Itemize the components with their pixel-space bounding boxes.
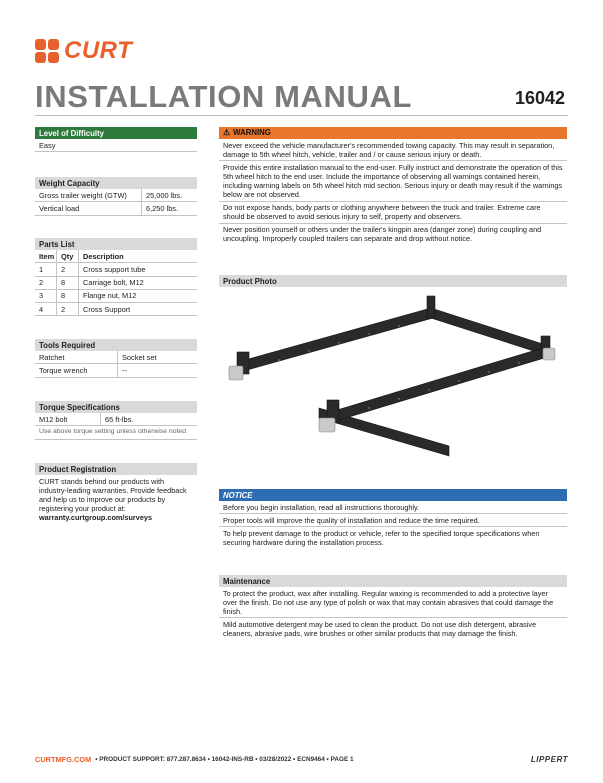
warning-triangle-icon: ⚠: [223, 128, 231, 137]
notice-heading: NOTICE: [219, 489, 567, 501]
maintenance-heading: Maintenance: [219, 575, 567, 587]
curt-logo-mark-icon: [35, 39, 61, 63]
torque-bolt-cell: M12 bolt: [35, 413, 101, 425]
maintenance-item: To protect the product, wax after installing. Regular waxing is recommended to add a protective layer over the finish. Do not use any type of polish or wax that may contain abrasives that could damage the finish.: [219, 587, 567, 618]
parts-list-section: [35, 238, 197, 316]
column-header: Description: [83, 251, 124, 261]
mount-bracket: [427, 296, 435, 318]
maintenance-section: [219, 575, 567, 640]
lippert-logo: LIPPERT: [530, 754, 568, 764]
registration-link[interactable]: warranty.curtgroup.com/surveys: [39, 513, 153, 523]
weight-label: Vertical load: [35, 202, 142, 214]
qty-cell: 2: [57, 303, 79, 315]
item-cell: 1: [35, 263, 57, 275]
notice-item: Proper tools will improve the quality of installation and reduce the time required.: [219, 514, 567, 527]
registration-text: CURT stands behind our products with industry-leading warranties. Provide feedback and help us to improve our products by registering your product at:: [39, 477, 187, 514]
warning-heading: WARNING: [233, 128, 271, 138]
weight-value: 6,250 lbs.: [146, 203, 179, 213]
torque-value-cell: 65 ft-lbs.: [105, 414, 134, 424]
description-cell: Flange nut, M12: [83, 291, 137, 301]
table-row: [35, 189, 197, 202]
difficulty-value: Easy: [39, 140, 56, 150]
footer-info: • PRODUCT SUPPORT: 877.287.8634 • 16042-INS-RB • 03/28/2022 • ECN9464 • PAGE 1: [95, 755, 354, 763]
item-cell: 4: [35, 303, 57, 315]
item-cell: 3: [35, 290, 57, 302]
tool-cell: Socket set: [122, 352, 157, 362]
item-cell: 2: [35, 277, 57, 289]
notice-item: Before you begin installation, read all instructions thoroughly.: [219, 501, 567, 514]
page-footer: [35, 755, 568, 764]
warning-item: Provide this entire installation manual to the end-user. Fully instruct and demonstrate the operation of this 5th wheel hitch to the end user. Include the importance of observing all warnings contained herein, including warning labels on 5th wheel hitch mid section. Serious injury or death may result if the warnings below are not observed.: [219, 161, 567, 201]
weight-capacity-section: [35, 177, 197, 216]
table-row: [35, 263, 197, 276]
warning-item: Never exceed the vehicle manufacturer's recommended towing capacity. This may result in separation, damage to 5th wheel hitch, vehicle, trailer and / or cause serious injury or death.: [219, 139, 567, 161]
tool-cell: --: [122, 365, 127, 375]
product-registration-section: [35, 463, 197, 525]
tools-required-section: [35, 339, 197, 378]
cross-support: [245, 308, 433, 370]
warning-section: [219, 127, 567, 245]
table-row: [35, 413, 197, 426]
difficulty-heading: Level of Difficulty: [35, 127, 197, 139]
warning-item: Never position yourself or others under the trailer's kingpin area (danger zone) during coupling and uncoupling. Improperly coupled trailers can separate and drop without notice.: [223, 225, 542, 244]
warning-item: Do not expose hands, body parts or clothing anywhere between the truck and trailer. Extreme care should be observed to avoid serious injury to self, property and observers.: [219, 202, 567, 224]
description-cell: Carriage bolt, M12: [83, 278, 144, 287]
table-row: [35, 202, 197, 215]
notice-section: [219, 489, 567, 548]
parts-header-row: [35, 250, 197, 263]
qty-cell: 8: [57, 290, 79, 302]
description-cell: Cross support tube: [83, 264, 146, 274]
table-row: [35, 351, 197, 364]
torque-note: Use above torque setting unless otherwise noted: [35, 426, 197, 439]
corner-bracket: [229, 366, 243, 380]
product-photo: [219, 288, 567, 464]
tool-cell: Ratchet: [35, 351, 118, 363]
difficulty-section: [35, 127, 197, 152]
torque-heading: Torque Specifications: [35, 401, 197, 413]
column-header: Qty: [57, 250, 79, 262]
tools-required-heading: Tools Required: [35, 339, 197, 351]
description-cell: Cross Support: [83, 304, 131, 314]
weight-capacity-heading: Weight Capacity: [35, 177, 197, 189]
part-number: 16042: [514, 88, 565, 108]
product-photo-section: [219, 275, 567, 287]
weight-value: 25,000 lbs.: [146, 190, 183, 200]
curt-logo: [35, 36, 132, 66]
footer-site-link[interactable]: CURTMFG.COM: [35, 755, 92, 764]
parts-list-heading: Parts List: [35, 238, 197, 250]
qty-cell: 8: [57, 277, 79, 289]
table-row: [35, 277, 197, 290]
brand-name: CURT: [64, 37, 133, 64]
corner-bracket: [319, 418, 335, 432]
maintenance-item: Mild automotive detergent may be used to clean the product. Do not use dish detergent, abrasive cleaners, abrasive pads, wire brushes or other similar products that may damage the finish.: [223, 619, 537, 638]
cross-support-tube: [431, 308, 549, 356]
product-photo-heading: Product Photo: [219, 275, 567, 287]
table-row: [35, 290, 197, 303]
column-header: Item: [35, 250, 57, 262]
table-row: [35, 303, 197, 316]
table-row: [35, 364, 197, 377]
header-divider: [35, 115, 568, 116]
notice-item: To help prevent damage to the product or vehicle, refer to the specified torque specifications when securing hardware during the installation process.: [223, 528, 540, 547]
page-title: INSTALLATION MANUAL: [35, 79, 413, 114]
registration-heading: Product Registration: [35, 463, 197, 475]
qty-cell: 2: [57, 263, 79, 275]
corner-bracket: [543, 348, 555, 360]
weight-label: Gross trailer weight (GTW): [35, 189, 142, 201]
torque-specifications-section: [35, 401, 197, 440]
tool-cell: Torque wrench: [35, 364, 118, 376]
